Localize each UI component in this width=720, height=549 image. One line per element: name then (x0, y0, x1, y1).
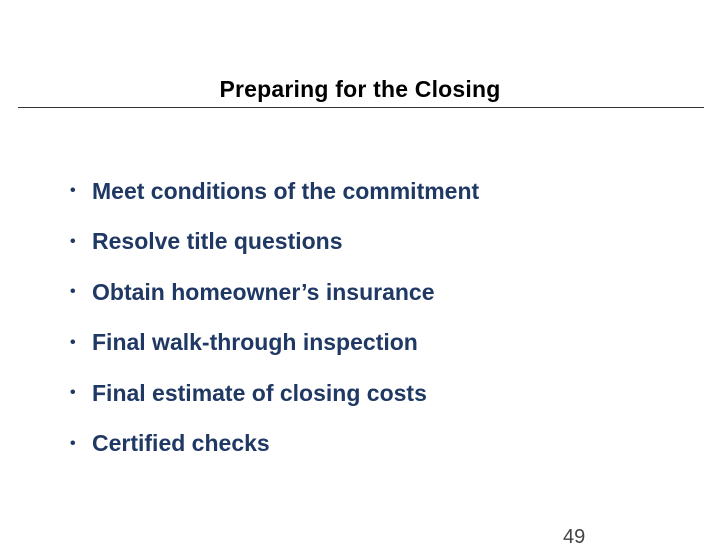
bullet-item (70, 166, 479, 217)
title-divider (18, 107, 704, 108)
slide-title: Preparing for the Closing (219, 76, 501, 102)
bullet-list (70, 166, 479, 469)
bullet-item (70, 368, 479, 419)
bullet-text: Meet conditions of the commitment (92, 177, 480, 204)
bullet-text: Certified checks (92, 430, 270, 457)
bullet-icon: • (70, 384, 76, 402)
bullet-item (70, 267, 479, 318)
bullet-icon: • (70, 333, 76, 351)
bullet-text: Final estimate of closing costs (92, 379, 427, 406)
bullet-icon: • (70, 283, 76, 301)
bullet-icon: • (70, 182, 76, 200)
bullet-text: Obtain homeowner’s insurance (92, 278, 435, 305)
bullet-text: Resolve title questions (92, 228, 343, 255)
bullet-icon: • (70, 232, 76, 250)
bullet-text: Final walk-through inspection (92, 329, 418, 356)
page-number: 49 (563, 526, 586, 548)
bullet-icon: • (70, 434, 76, 452)
bullet-item (70, 318, 479, 369)
bullet-item (70, 419, 479, 470)
bullet-item (70, 217, 479, 268)
